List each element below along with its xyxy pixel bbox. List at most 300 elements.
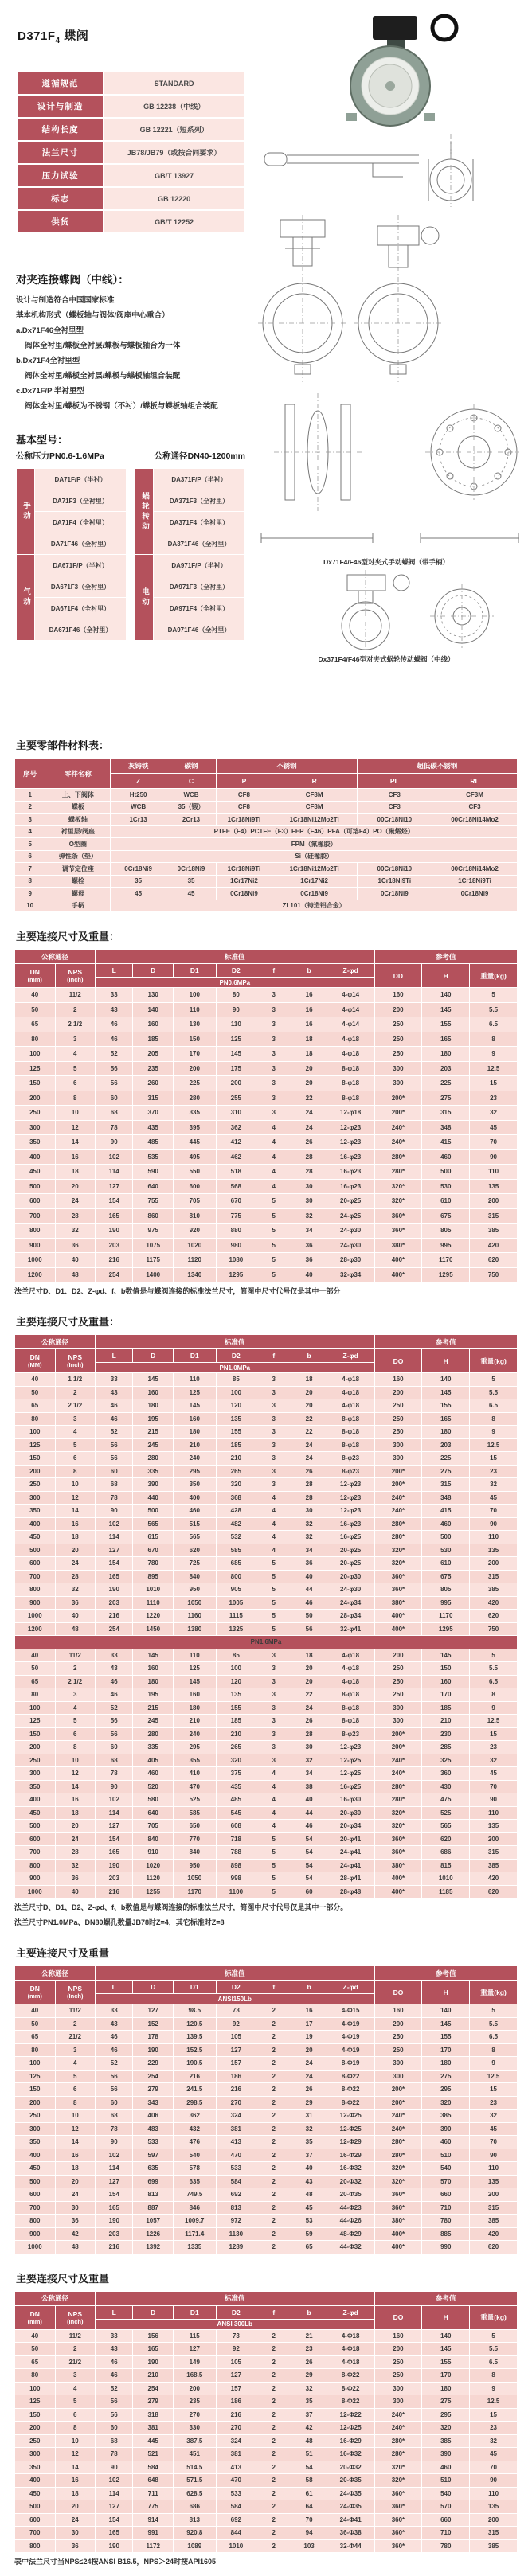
table-row <box>15 876 517 888</box>
table-cell: 450 <box>15 1531 55 1544</box>
table-cell: 250 <box>375 1676 422 1688</box>
table-cell: 435 <box>217 1781 256 1793</box>
table-cell: 2 <box>256 2044 291 2057</box>
table-cell: 12.5 <box>470 2071 517 2083</box>
table-row <box>15 2409 517 2422</box>
table-cell: 3 <box>56 1413 96 1426</box>
table-cell: 692 <box>217 2514 256 2527</box>
table-cell: 58 <box>291 2474 326 2487</box>
table-cell: 152.5 <box>174 2044 216 2057</box>
table-cell: 880 <box>217 1224 256 1238</box>
intro-block <box>16 271 245 414</box>
table-cell: 216 <box>96 1253 132 1267</box>
table-cell: 44-Φ32 <box>327 2241 374 2254</box>
table-cell: 80 <box>15 2369 55 2382</box>
table-cell: 245 <box>133 1715 173 1727</box>
table-cell: 3 <box>256 1032 291 1047</box>
table-cell: 65 <box>15 2031 55 2043</box>
table-cell: 127 <box>174 2343 216 2355</box>
table-cell: 16 <box>56 1518 96 1531</box>
table-cell: 24 <box>291 1702 326 1715</box>
table-row <box>15 2044 517 2057</box>
table-cell: 800 <box>15 2215 55 2227</box>
table-cell: 485 <box>133 1135 173 1149</box>
table-cell: 70 <box>291 2514 326 2527</box>
table-cell: 38 <box>291 1781 326 1793</box>
model-row <box>135 469 244 490</box>
table-cell: 3 <box>56 1688 96 1701</box>
table-cell: 610 <box>422 1194 469 1208</box>
table-cell: 1170 <box>174 1886 216 1899</box>
table-cell: 190 <box>96 1860 132 1872</box>
table-row <box>15 1150 517 1165</box>
table-cell: 40 <box>291 1571 326 1583</box>
table-cell: 16-φ23 <box>327 1165 374 1179</box>
table-cell: 56 <box>96 2083 132 2096</box>
table-cell: 100 <box>15 2383 55 2395</box>
table-row <box>15 1452 517 1465</box>
table-cell: 780 <box>133 1557 173 1570</box>
table-cell: 1200 <box>15 1268 55 1282</box>
table-cell: 145 <box>217 1047 256 1061</box>
table-row <box>15 1688 517 1701</box>
col-header: D1 <box>174 2306 216 2319</box>
table-cell: 3 <box>256 1676 291 1688</box>
table-cell: 700 <box>15 1209 55 1224</box>
table-cell: 24 <box>291 1121 326 1135</box>
table-cell: 1335 <box>174 2241 216 2254</box>
table-cell: 3 <box>256 1399 291 1412</box>
table-cell: 16 <box>56 1150 96 1165</box>
table-cell: 61 <box>291 2488 326 2500</box>
table-cell: 203 <box>96 1239 132 1253</box>
table-cell: 450 <box>15 1807 55 1820</box>
table-cell: 56 <box>96 1452 132 1465</box>
table-cell: 40 <box>56 1610 96 1622</box>
table-cell: 46 <box>96 2044 132 2057</box>
table-cell: 36 <box>291 1239 326 1253</box>
table-cell: 718 <box>217 1833 256 1846</box>
table-row <box>18 96 244 117</box>
table-cell: CF3 <box>358 802 432 814</box>
table-cell: 1010 <box>133 1583 173 1596</box>
table-row <box>15 1076 517 1091</box>
table-cell: 40 <box>15 988 55 1002</box>
table-cell: 18 <box>56 1165 96 1179</box>
table-row <box>15 1715 517 1727</box>
table-cell: 114 <box>96 1807 132 1820</box>
table-cell: 28-φ41 <box>327 1872 374 1885</box>
table-cell: 2 <box>256 2031 291 2043</box>
table-cell: 240* <box>375 2110 422 2122</box>
table-cell: 860 <box>133 1209 173 1224</box>
table-cell: 980 <box>217 1239 256 1253</box>
table-cell: 413 <box>217 2461 256 2474</box>
table-cell: 0Cr18Ni9 <box>272 888 357 900</box>
table-cell: 15 <box>470 1452 517 1465</box>
table-cell: 360* <box>375 1583 422 1596</box>
table-cell: 18 <box>291 1373 326 1386</box>
table-cell: 711 <box>133 2488 173 2500</box>
table-row <box>15 1846 517 1859</box>
table-cell: 60 <box>291 1886 326 1899</box>
table-cell: 533 <box>217 2488 256 2500</box>
table-cell: 16 <box>56 1793 96 1806</box>
table-row <box>15 1209 517 1224</box>
table-cell: 标志 <box>18 188 103 209</box>
table-cell: 2 <box>256 2461 291 2474</box>
table-cell: 35 <box>166 876 216 888</box>
table-cell: 343 <box>133 2097 173 2110</box>
table-cell: 185 <box>217 1715 256 1727</box>
table-cell: 154 <box>96 2514 132 2527</box>
table-row <box>15 2527 517 2539</box>
table-cell: 225 <box>422 1452 469 1465</box>
table-cell: 156 <box>133 2330 173 2343</box>
model-row <box>17 469 126 490</box>
text-line: 阀体全衬里/蝶板全衬层/蝶板与蝶板轴组合装配 <box>25 372 181 381</box>
table-cell: 445 <box>133 2435 173 2448</box>
table-cell: 26 <box>291 1466 326 1478</box>
table-cell: 360* <box>375 1571 422 1583</box>
table-cell: 1110 <box>133 1597 173 1610</box>
table-row <box>15 1662 517 1675</box>
table-cell: 571.5 <box>174 2474 216 2487</box>
table-cell: 275 <box>422 1091 469 1106</box>
table-row <box>15 1478 517 1491</box>
col-header: DN (mm) <box>15 2306 55 2329</box>
table-cell: 450 <box>15 2488 55 2500</box>
table-cell: 5 <box>256 1571 291 1583</box>
table-cell: 155 <box>422 2031 469 2043</box>
table-cell: 45 <box>470 1492 517 1505</box>
table-cell: 590 <box>133 1165 173 1179</box>
table-cell: 26 <box>291 2083 326 2096</box>
table-cell: 990 <box>422 2241 469 2254</box>
table-cell: 8-φ18 <box>327 1076 374 1091</box>
materials-table-head <box>15 759 517 788</box>
table-cell: 620 <box>470 2241 517 2254</box>
table-cell: 254 <box>133 2383 173 2395</box>
table-cell: 29 <box>291 2369 326 2382</box>
table-cell: 175 <box>217 1062 256 1076</box>
table-cell: 54 <box>291 1846 326 1859</box>
table-cell: 65 <box>15 1017 55 1032</box>
table-cell: 36-Φ38 <box>327 2527 374 2539</box>
table-cell: 285 <box>422 1741 469 1754</box>
table-cell: 43 <box>96 1003 132 1017</box>
table-cell: 216 <box>217 2083 256 2096</box>
table-cell: 4-φ14 <box>327 988 374 1002</box>
table-cell: 250 <box>15 2110 55 2122</box>
table-cell: 12 <box>56 2123 96 2136</box>
table-cell: 110 <box>174 1649 216 1662</box>
table-cell: 36 <box>56 1239 96 1253</box>
col-header: NPS (Inch) <box>56 1349 96 1372</box>
table-cell: 43 <box>96 1387 132 1399</box>
table-cell: 324 <box>217 2435 256 2448</box>
table-cell: 80 <box>217 988 256 1002</box>
table-row <box>15 1106 517 1120</box>
table-cell: 4 <box>256 1492 291 1505</box>
table-cell: 514.5 <box>174 2461 216 2474</box>
table-cell: 3 <box>256 1017 291 1032</box>
text-line: b.Dx71F4全衬里型 <box>16 357 80 365</box>
table-cell: 450 <box>15 1165 55 1179</box>
model-cell: DA671F3（全衬里） <box>35 576 126 597</box>
table-cell: PTFE（F4）PCTFE（F3）FEP（F46）PFA（可溶F4）PO（聚烯烃） <box>111 826 517 838</box>
table-cell: 476 <box>174 2136 216 2149</box>
table-cell: 135 <box>217 1413 256 1426</box>
table-cell: 16-Φ29 <box>327 2435 374 2448</box>
col-header: 碳钢 <box>166 759 216 773</box>
table-cell: 5 <box>256 1610 291 1622</box>
col-header: b <box>291 964 326 977</box>
table-cell: 216 <box>217 2409 256 2422</box>
table-cell: 168.5 <box>174 2369 216 2382</box>
table-cell: 200 <box>174 2383 216 2395</box>
table-cell: 640 <box>133 1180 173 1194</box>
table-cell: 110 <box>470 1165 517 1179</box>
table-cell: 320* <box>375 2162 422 2175</box>
table-cell: 9 <box>15 888 45 900</box>
table-cell: 1220 <box>133 1610 173 1622</box>
table-cell: 8-Φ22 <box>327 2071 374 2083</box>
col-header: DN (MM) <box>15 1349 55 1372</box>
table-cell: 370 <box>133 1106 173 1120</box>
table-row <box>15 2500 517 2513</box>
table-cell: 45 <box>470 1121 517 1135</box>
table-cell: 127 <box>96 1820 132 1832</box>
table-cell: 8-φ18 <box>327 1426 374 1438</box>
lever-valve-drawing <box>253 134 519 210</box>
table-cell: 螺栓 <box>45 876 110 888</box>
table-cell: 2 <box>256 2110 291 2122</box>
table-cell: WCB <box>111 802 166 814</box>
table-cell: 200 <box>15 1466 55 1478</box>
table-cell: 78 <box>96 2448 132 2461</box>
table-cell: 3 <box>256 1452 291 1465</box>
table-row <box>15 1833 517 1846</box>
table-cell: 2 <box>256 2083 291 2096</box>
table-cell: 775 <box>133 2500 173 2513</box>
table-cell: 500 <box>15 1820 55 1832</box>
table-cell: 40 <box>15 2004 55 2017</box>
table-cell: 2 <box>256 2202 291 2215</box>
table-cell: 35 <box>291 2136 326 2149</box>
table-cell: 8-φ18 <box>327 1702 374 1715</box>
table-cell: 1295 <box>422 1623 469 1636</box>
table-cell: 4 <box>256 1544 291 1557</box>
table-cell: 32 <box>470 2110 517 2122</box>
table-cell: 32 <box>291 1531 326 1544</box>
pressure-band-row <box>15 1636 517 1649</box>
table-cell: 33 <box>96 2004 132 2017</box>
table-cell: 250 <box>375 2356 422 2369</box>
table-cell: 4-Φ15 <box>327 2004 374 2017</box>
table-cell: 170 <box>422 2044 469 2057</box>
model-cell: DA371F/P（半衬） <box>154 469 244 490</box>
table-cell: 48 <box>56 1623 96 1636</box>
table-cell: 350 <box>15 1781 55 1793</box>
col-group-header: 标准值 <box>96 1335 374 1348</box>
table-cell: 28 <box>56 1571 96 1583</box>
table-cell: 315 <box>133 1091 173 1106</box>
table-cell: 2 <box>256 2409 291 2422</box>
table-cell: 315 <box>422 1106 469 1120</box>
table-cell: 445 <box>174 1135 216 1149</box>
table-cell: 1 <box>15 789 45 801</box>
table-cell: 2 1/2 <box>56 1399 96 1412</box>
table-cell: 6 <box>56 1728 96 1741</box>
table-cell: 12.5 <box>470 1062 517 1076</box>
table-cell: 235 <box>133 1062 173 1076</box>
table-cell: 200* <box>375 1741 422 1754</box>
table-cell: 43 <box>291 2176 326 2188</box>
table-cell: 1020 <box>133 1860 173 1872</box>
table-cell: 381 <box>217 2448 256 2461</box>
table-cell: 180 <box>174 1426 216 1438</box>
table-notes <box>14 2556 518 2568</box>
col-header: D1 <box>174 1981 216 1993</box>
table-cell: 蝶板轴 <box>45 814 110 825</box>
col-header: H <box>422 2306 469 2329</box>
table-cell: 125 <box>15 2071 55 2083</box>
table-cell: 686 <box>422 1846 469 1859</box>
table-cell: 125 <box>217 1032 256 1047</box>
table-cell: 80 <box>15 2044 55 2057</box>
table-cell: 12.5 <box>470 1715 517 1727</box>
table-cell: 33 <box>96 2330 132 2343</box>
col-header: RL <box>432 774 517 788</box>
table-cell: 400 <box>174 1492 216 1505</box>
table-cell: 16-φ23 <box>327 1518 374 1531</box>
table-cell: 12-φ23 <box>327 1492 374 1505</box>
table-cell: 12.5 <box>470 2395 517 2408</box>
table-cell: 120 <box>217 1399 256 1412</box>
text-line: 基本机构形式（蝶板轴与阀体/阀座中心重合） <box>16 311 170 320</box>
table-cell: 710 <box>422 2202 469 2215</box>
table-cell: 3 <box>256 1688 291 1701</box>
table-row <box>15 1793 517 1806</box>
table-cell: 250 <box>15 1754 55 1767</box>
table-cell: 360 <box>422 1767 469 1780</box>
table-cell: 2 <box>256 2176 291 2188</box>
table-cell: 102 <box>96 2149 132 2162</box>
table-cell: 0Cr18Ni9 <box>217 888 272 900</box>
table-cell: 2 <box>256 2057 291 2070</box>
col-group-header: 参考值 <box>375 1335 517 1348</box>
table-cell: 92 <box>217 2018 256 2031</box>
table-cell: 36 <box>56 1597 96 1610</box>
table-cell: 770 <box>174 1833 216 1846</box>
table-row <box>15 2343 517 2355</box>
table-cell: 1009.7 <box>174 2215 216 2227</box>
table-cell: 400* <box>375 1268 422 1282</box>
table-cell: 240* <box>375 1754 422 1767</box>
table-cell: 1Cr17Ni2 <box>272 876 357 888</box>
table-cell: 2 <box>256 2188 291 2201</box>
table-row <box>15 2422 517 2434</box>
table-cell: 12-Φ29 <box>327 2136 374 2149</box>
table-cell: 127 <box>217 2044 256 2057</box>
table-cell: 4 <box>256 1781 291 1793</box>
table-cell: 8 <box>56 1091 96 1106</box>
table-cell: 32-φ34 <box>327 1268 374 1282</box>
table-cell: 315 <box>422 1478 469 1491</box>
text-line: 阀体全衬里/蝶板为不锈钢（不衬）/蝶板与蝶板轴组合装配 <box>25 402 218 411</box>
table-cell: 2 1/2 <box>56 1676 96 1688</box>
table-cell: 608 <box>217 1820 256 1832</box>
table-cell: 705 <box>174 1194 216 1208</box>
intro-lines <box>16 293 245 414</box>
col-group-header: 公称通径 <box>15 1966 95 1980</box>
col-header: NPS (Inch) <box>56 964 96 987</box>
table-cell: 8-φ18 <box>327 1715 374 1727</box>
table-cell: 846 <box>174 2202 216 2215</box>
col-header: DN (mm) <box>15 964 55 987</box>
table-cell: 16 <box>56 2149 96 2162</box>
table-cell: 24-φ30 <box>327 1239 374 1253</box>
table-cell: 26 <box>291 1135 326 1149</box>
table-cell: 241.5 <box>174 2083 216 2096</box>
table-cell: 24-φ25 <box>327 1209 374 1224</box>
table-cell: 360* <box>375 2188 422 2201</box>
table-cell: 900 <box>15 2228 55 2241</box>
table-cell: 510 <box>422 2149 469 2162</box>
table-cell: 110 <box>174 1373 216 1386</box>
table-cell: 24 <box>291 2057 326 2070</box>
table-row <box>15 2474 517 2487</box>
col-header: D2 <box>217 964 256 977</box>
table-cell: 68 <box>96 1754 132 1767</box>
table-cell: 186 <box>217 2395 256 2408</box>
right-column <box>253 11 519 667</box>
table-cell: 648 <box>133 2474 173 2487</box>
table-row <box>15 2149 517 2162</box>
table-cell: 4-Φ18 <box>327 2356 374 2369</box>
col-header: Z-φd <box>327 964 374 977</box>
table-row <box>15 1135 517 1149</box>
table-cell: 2 <box>56 2018 96 2031</box>
table-cell: 24 <box>56 2188 96 2201</box>
table-cell: 12-φ23 <box>327 1478 374 1491</box>
table-cell: 295 <box>174 1466 216 1478</box>
model-cell: DA371F46（全衬里） <box>154 533 244 554</box>
table-row <box>18 142 244 163</box>
table-cell: 20 <box>56 2176 96 2188</box>
table-cell: 190 <box>133 2356 173 2369</box>
table-cell: 200 <box>375 1003 422 1017</box>
table-cell: 190.5 <box>174 2057 216 2070</box>
table-cell: 200* <box>375 2083 422 2096</box>
table-cell: CF3 <box>358 789 432 801</box>
table-cell: 620 <box>470 1610 517 1622</box>
table-cell: 270 <box>217 2422 256 2434</box>
table-cell: 300 <box>375 2395 422 2408</box>
table-row <box>15 1387 517 1399</box>
table-cell: 50 <box>15 1387 55 1399</box>
table-cell: 215 <box>133 1702 173 1715</box>
table-cell: 10 <box>56 1478 96 1491</box>
table-cell: 16-Φ32 <box>327 2448 374 2461</box>
col-header: DO <box>375 1981 422 2004</box>
table-cell: 16 <box>291 988 326 1002</box>
table-cell: 400* <box>375 1872 422 1885</box>
table-cell: 139.5 <box>174 2031 216 2043</box>
table-cell: 600 <box>15 1194 55 1208</box>
table-cell: 92 <box>217 2343 256 2355</box>
